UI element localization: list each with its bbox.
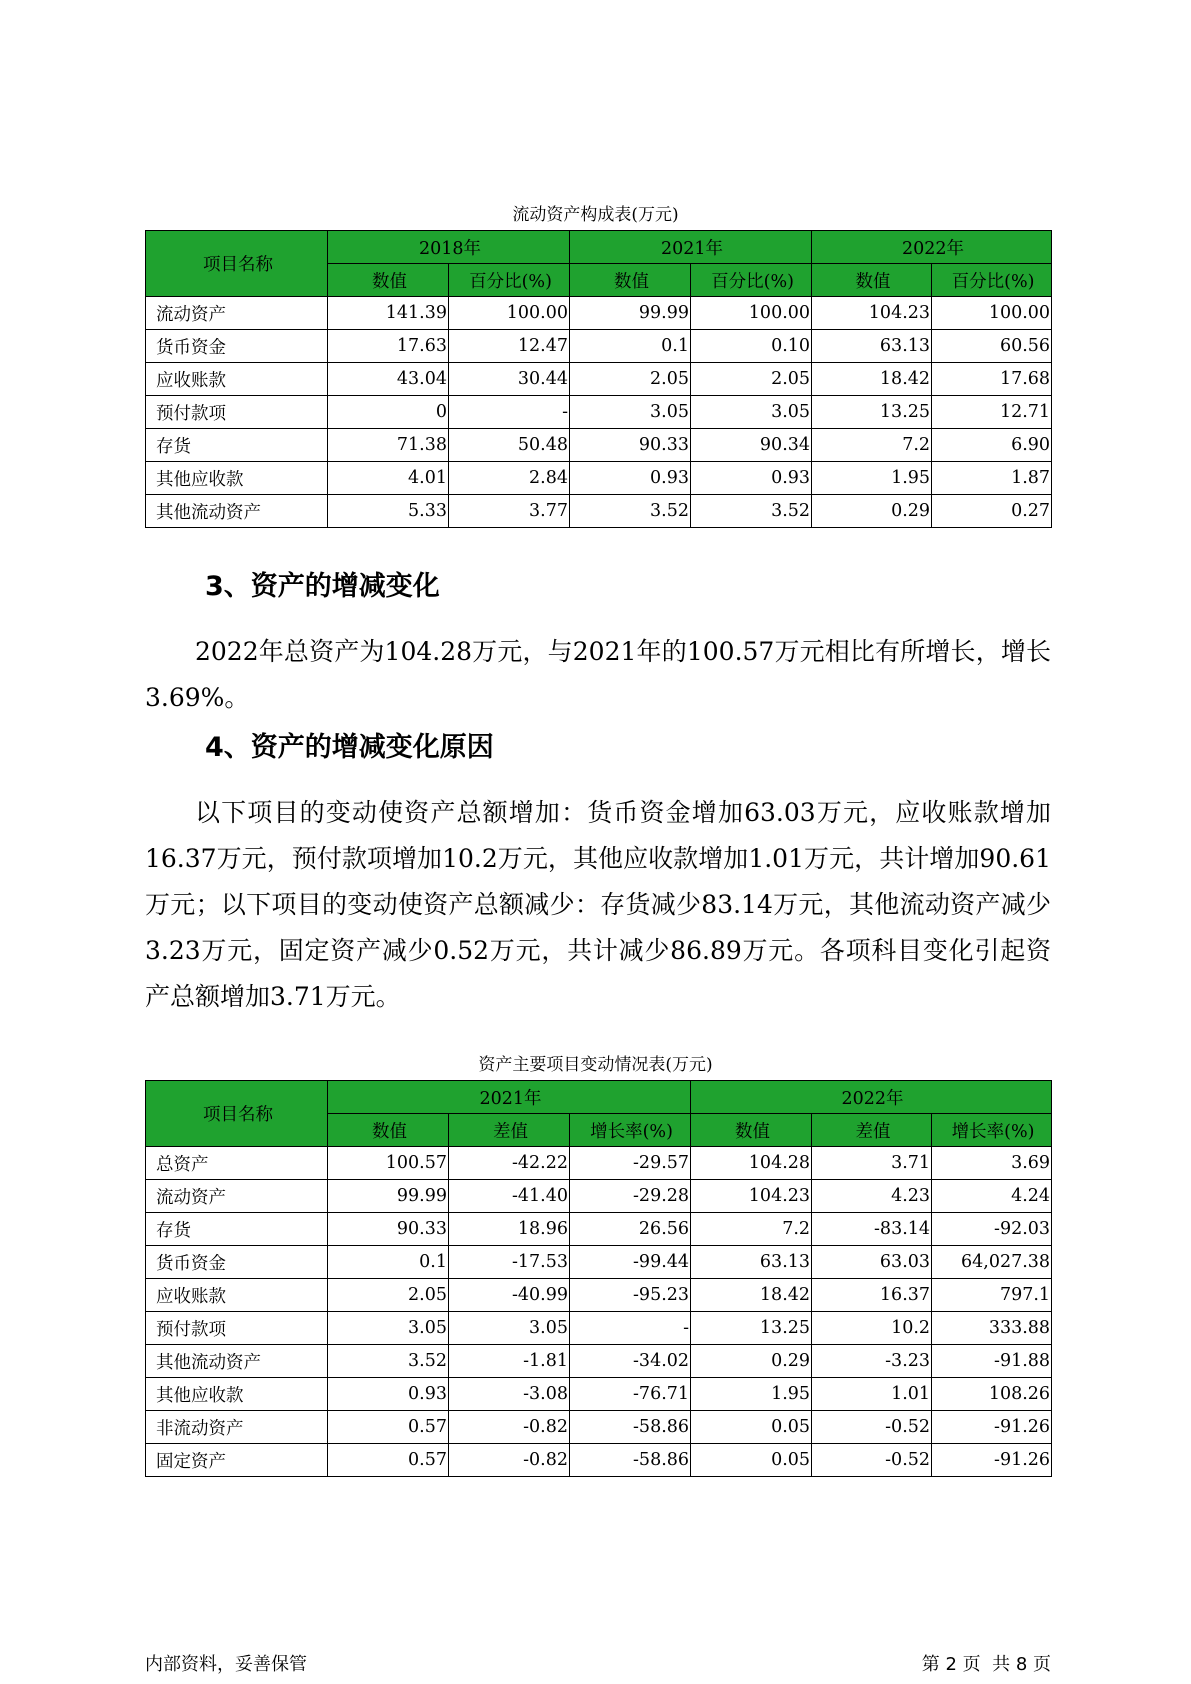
table-cell: 100.00 bbox=[932, 297, 1052, 330]
table-cell: 3.52 bbox=[570, 495, 691, 528]
table-cell: -76.71 bbox=[570, 1378, 691, 1411]
table-cell: 26.56 bbox=[570, 1213, 691, 1246]
table-cell: 1.95 bbox=[691, 1378, 812, 1411]
table-cell: -3.08 bbox=[449, 1378, 570, 1411]
table-row bbox=[146, 1312, 1052, 1345]
table-cell: 0.57 bbox=[328, 1444, 449, 1477]
table-cell: 13.25 bbox=[691, 1312, 812, 1345]
current-assets-composition-table bbox=[145, 230, 1052, 528]
table-cell: 0 bbox=[328, 396, 449, 429]
section-4-heading: 4、资产的增减变化原因 bbox=[205, 732, 494, 763]
table-row bbox=[146, 1345, 1052, 1378]
table-cell: 1.01 bbox=[812, 1378, 932, 1411]
table-cell: -3.23 bbox=[812, 1345, 932, 1378]
table-cell: 7.2 bbox=[812, 429, 932, 462]
table-cell: 18.96 bbox=[449, 1213, 570, 1246]
table-cell: 18.42 bbox=[812, 363, 932, 396]
table2-body bbox=[146, 1147, 1052, 1477]
name-column-header: 项目名称 bbox=[146, 231, 328, 297]
sub-header: 百分比(%) bbox=[691, 264, 812, 297]
table-cell: 100.00 bbox=[449, 297, 570, 330]
table-row bbox=[146, 1213, 1052, 1246]
table-cell: 0.10 bbox=[691, 330, 812, 363]
table-cell: 2.05 bbox=[328, 1279, 449, 1312]
table-cell: - bbox=[570, 1312, 691, 1345]
table-cell: 104.23 bbox=[691, 1180, 812, 1213]
table-cell: 50.48 bbox=[449, 429, 570, 462]
row-label: 预付款项 bbox=[146, 396, 328, 429]
table-cell: -41.40 bbox=[449, 1180, 570, 1213]
sub-header: 增长率(%) bbox=[932, 1114, 1052, 1147]
table-cell: 71.38 bbox=[328, 429, 449, 462]
table-cell: 0.29 bbox=[812, 495, 932, 528]
table-row bbox=[146, 1378, 1052, 1411]
table-cell: -42.22 bbox=[449, 1147, 570, 1180]
row-label: 其他流动资产 bbox=[146, 1345, 328, 1378]
table-cell: 13.25 bbox=[812, 396, 932, 429]
table-cell: 3.69 bbox=[932, 1147, 1052, 1180]
table-cell: 0.05 bbox=[691, 1444, 812, 1477]
year-header: 2021年 bbox=[570, 231, 812, 264]
row-label: 其他应收款 bbox=[146, 462, 328, 495]
table-cell: 104.23 bbox=[812, 297, 932, 330]
table-cell: 63.13 bbox=[691, 1246, 812, 1279]
sub-header: 数值 bbox=[328, 1114, 449, 1147]
table-cell: 108.26 bbox=[932, 1378, 1052, 1411]
table-row bbox=[146, 297, 1052, 330]
table-cell: 6.90 bbox=[932, 429, 1052, 462]
table-cell: 3.05 bbox=[691, 396, 812, 429]
table-cell: 0.1 bbox=[570, 330, 691, 363]
year-header: 2022年 bbox=[812, 231, 1052, 264]
table-cell: -17.53 bbox=[449, 1246, 570, 1279]
table-cell: -0.52 bbox=[812, 1411, 932, 1444]
table-cell: 0.27 bbox=[932, 495, 1052, 528]
table-cell: 3.05 bbox=[449, 1312, 570, 1345]
table-cell: 797.1 bbox=[932, 1279, 1052, 1312]
table-cell: 10.2 bbox=[812, 1312, 932, 1345]
table-cell: 0.1 bbox=[328, 1246, 449, 1279]
sub-header: 差值 bbox=[449, 1114, 570, 1147]
table-cell: 18.42 bbox=[691, 1279, 812, 1312]
table1-caption: 流动资产构成表(万元) bbox=[512, 205, 679, 225]
table-cell: -29.57 bbox=[570, 1147, 691, 1180]
table-cell: 99.99 bbox=[328, 1180, 449, 1213]
table-cell: -58.86 bbox=[570, 1444, 691, 1477]
table-row bbox=[146, 1411, 1052, 1444]
table-cell: 16.37 bbox=[812, 1279, 932, 1312]
table-cell: 3.52 bbox=[691, 495, 812, 528]
row-label: 应收账款 bbox=[146, 1279, 328, 1312]
row-label: 应收账款 bbox=[146, 363, 328, 396]
section-4-paragraph: 以下项目的变动使资产总额增加：货币资金增加63.03万元，应收账款增加16.37万元，预付款项增加10.2万元，其他应收款增加1.01万元，共计增加90.61万元；以下项目的变动使资产总额减少：存货减少83.14万元，其他流动资产减少3.23万元，固定资产减少0.52万元，共计减少86.89万元。各项科目变化引起资产总额增加3.71万元。 bbox=[145, 798, 1051, 1011]
table-row bbox=[146, 1246, 1052, 1279]
table-cell: 0.29 bbox=[691, 1345, 812, 1378]
table-cell: 5.33 bbox=[328, 495, 449, 528]
table-row bbox=[146, 1147, 1052, 1180]
year-header: 2021年 bbox=[328, 1081, 691, 1114]
row-label: 存货 bbox=[146, 429, 328, 462]
table-cell: 90.34 bbox=[691, 429, 812, 462]
row-label: 货币资金 bbox=[146, 330, 328, 363]
table-cell: 12.47 bbox=[449, 330, 570, 363]
table-cell: 0.93 bbox=[691, 462, 812, 495]
table-cell: 99.99 bbox=[570, 297, 691, 330]
sub-header: 数值 bbox=[570, 264, 691, 297]
table-cell: 0.57 bbox=[328, 1411, 449, 1444]
table-cell: 63.13 bbox=[812, 330, 932, 363]
table-row bbox=[146, 1444, 1052, 1477]
table-cell: -40.99 bbox=[449, 1279, 570, 1312]
row-label: 存货 bbox=[146, 1213, 328, 1246]
table-cell: 0.93 bbox=[570, 462, 691, 495]
table-row bbox=[146, 495, 1052, 528]
section-3-paragraph: 2022年总资产为104.28万元，与2021年的100.57万元相比有所增长，增长3.69%。 bbox=[145, 637, 1051, 712]
table-cell: 90.33 bbox=[570, 429, 691, 462]
row-label: 预付款项 bbox=[146, 1312, 328, 1345]
row-label: 总资产 bbox=[146, 1147, 328, 1180]
table-cell: -92.03 bbox=[932, 1213, 1052, 1246]
table-cell: 4.24 bbox=[932, 1180, 1052, 1213]
table-cell: -91.26 bbox=[932, 1444, 1052, 1477]
sub-header: 差值 bbox=[812, 1114, 932, 1147]
table-cell: -91.26 bbox=[932, 1411, 1052, 1444]
table-cell: 104.28 bbox=[691, 1147, 812, 1180]
sub-header: 增长率(%) bbox=[570, 1114, 691, 1147]
table-cell: 1.87 bbox=[932, 462, 1052, 495]
table-row bbox=[146, 363, 1052, 396]
table-cell: 4.01 bbox=[328, 462, 449, 495]
table-cell: 2.05 bbox=[691, 363, 812, 396]
footer-page-number: 第 2 页 共 8 页 bbox=[921, 1654, 1051, 1675]
sub-header: 数值 bbox=[812, 264, 932, 297]
sub-header: 数值 bbox=[328, 264, 449, 297]
table-cell: 0.93 bbox=[328, 1378, 449, 1411]
table-cell: -91.88 bbox=[932, 1345, 1052, 1378]
table-cell: 90.33 bbox=[328, 1213, 449, 1246]
table2-caption: 资产主要项目变动情况表(万元) bbox=[478, 1055, 713, 1075]
table1-body bbox=[146, 297, 1052, 528]
table-row bbox=[146, 396, 1052, 429]
year-header: 2022年 bbox=[691, 1081, 1052, 1114]
table-row bbox=[146, 462, 1052, 495]
table-cell: 30.44 bbox=[449, 363, 570, 396]
table-cell: 3.05 bbox=[570, 396, 691, 429]
section-3-heading: 3、资产的增减变化 bbox=[205, 571, 440, 602]
table-cell: 2.84 bbox=[449, 462, 570, 495]
table-cell: 1.95 bbox=[812, 462, 932, 495]
table-cell: 3.77 bbox=[449, 495, 570, 528]
sub-header: 百分比(%) bbox=[449, 264, 570, 297]
table-cell: 4.23 bbox=[812, 1180, 932, 1213]
row-label: 其他流动资产 bbox=[146, 495, 328, 528]
sub-header: 百分比(%) bbox=[932, 264, 1052, 297]
table-cell: 3.71 bbox=[812, 1147, 932, 1180]
table-cell: -95.23 bbox=[570, 1279, 691, 1312]
table-cell: -83.14 bbox=[812, 1213, 932, 1246]
table-cell: 63.03 bbox=[812, 1246, 932, 1279]
table-cell: 141.39 bbox=[328, 297, 449, 330]
table-row bbox=[146, 1180, 1052, 1213]
table-cell: -0.52 bbox=[812, 1444, 932, 1477]
table-cell: -1.81 bbox=[449, 1345, 570, 1378]
table-cell: 17.68 bbox=[932, 363, 1052, 396]
row-label: 流动资产 bbox=[146, 297, 328, 330]
table-row bbox=[146, 1279, 1052, 1312]
table-cell: 17.63 bbox=[328, 330, 449, 363]
table-cell: -34.02 bbox=[570, 1345, 691, 1378]
table-cell: 100.57 bbox=[328, 1147, 449, 1180]
table-cell: 60.56 bbox=[932, 330, 1052, 363]
table-cell: -29.28 bbox=[570, 1180, 691, 1213]
table-cell: -99.44 bbox=[570, 1246, 691, 1279]
table-cell: 64,027.38 bbox=[932, 1246, 1052, 1279]
table-cell: 12.71 bbox=[932, 396, 1052, 429]
row-label: 流动资产 bbox=[146, 1180, 328, 1213]
row-label: 其他应收款 bbox=[146, 1378, 328, 1411]
table-cell: 333.88 bbox=[932, 1312, 1052, 1345]
table-cell: 0.05 bbox=[691, 1411, 812, 1444]
row-label: 货币资金 bbox=[146, 1246, 328, 1279]
table-cell: 3.05 bbox=[328, 1312, 449, 1345]
year-header: 2018年 bbox=[328, 231, 570, 264]
table-cell: -0.82 bbox=[449, 1444, 570, 1477]
name-column-header: 项目名称 bbox=[146, 1081, 328, 1147]
table-cell: 43.04 bbox=[328, 363, 449, 396]
row-label: 固定资产 bbox=[146, 1444, 328, 1477]
asset-changes-table bbox=[145, 1080, 1052, 1477]
table-cell: 100.00 bbox=[691, 297, 812, 330]
table-cell: 2.05 bbox=[570, 363, 691, 396]
row-label: 非流动资产 bbox=[146, 1411, 328, 1444]
table-cell: 3.52 bbox=[328, 1345, 449, 1378]
table-cell: -0.82 bbox=[449, 1411, 570, 1444]
table-cell: 7.2 bbox=[691, 1213, 812, 1246]
table-row bbox=[146, 429, 1052, 462]
table-row bbox=[146, 330, 1052, 363]
footer-confidential-note: 内部资料，妥善保管 bbox=[145, 1654, 307, 1675]
table-cell: -58.86 bbox=[570, 1411, 691, 1444]
table-cell: - bbox=[449, 396, 570, 429]
sub-header: 数值 bbox=[691, 1114, 812, 1147]
